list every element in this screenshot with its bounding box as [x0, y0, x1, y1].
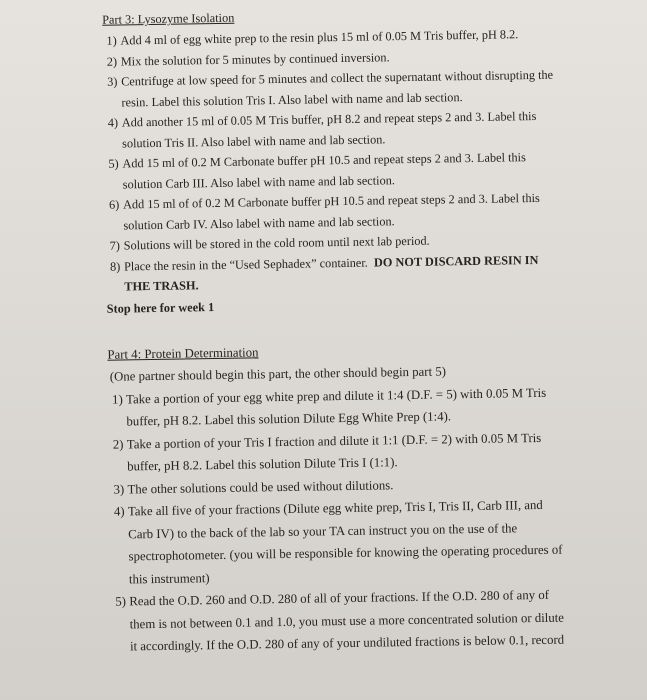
step-text: Mix the solution for 5 minutes by continued inversion. [120, 49, 390, 68]
part4-step-2 [95, 426, 566, 478]
step-text: Place the resin in the “Used Sephadex” container. [123, 255, 368, 273]
step-text: Take all five of your fractions (Dilute egg white prep, Tris I, Tris II, Carb III, and Carb IV) to the back of the lab so your TA can instruct you on the use of the spectrophotometer. (you will be responsible for knowing the operating procedures of this instrument) [127, 497, 563, 586]
step-number: 7) [109, 238, 121, 253]
step-number: 2) [112, 436, 124, 452]
part4-heading: Part 4: Protein Determination [107, 344, 259, 362]
step-number: 4) [113, 504, 125, 519]
step-text: Add 4 ml of egg white prep to the resin plus 15 ml of 0.05 M Tris buffer, pH 8.2. [120, 27, 519, 48]
part4-step-4 [96, 494, 567, 591]
step-text: Read the O.D. 260 and O.D. 280 of all of your fractions. If the O.D. 280 of any of them is not between 0.1 and 1.0, you must use a more concentrated solution or dilute it accordingly. If the O.D. 280 of any of your undiluted fractions is below 0.1, record [129, 587, 565, 654]
step-number: 3) [107, 74, 118, 89]
step-text: Add 15 ml of 0.2 M Carbonate buffer pH 10.5 and repeat steps 2 and 3. Label this solution Carb III. Also label with name and lab section. [122, 150, 526, 191]
step-number: 8) [109, 259, 121, 274]
step-text: Centrifuge at low speed for 5 minutes and collect the supernatant without disrupting the resin. Label this solution Tris I. Also label with name and lab section. [121, 67, 554, 109]
part3-section [88, 3, 563, 320]
step-text: Take a portion of your Tris I fraction and dilute it 1:1 (D.F. = 2) with 0.05 M Tris buffer, pH 8.2. Label this solution Dilute Tris I (1:1). [126, 430, 542, 474]
procedure-text [88, 3, 568, 659]
step-number: 4) [107, 115, 119, 130]
step-text: Take a portion of your egg white prep and dilute it 1:4 (D.F. = 5) with 0.05 M Tris buffer, pH 8.2. Label this solution Dilute Egg White Prep (1:4). [126, 385, 547, 429]
stop-note: Stop here for week 1 [106, 299, 215, 316]
part3-step-8 [92, 249, 563, 297]
warning-text: DO NOT DISCARD RESIN IN THE TRASH. [124, 252, 539, 294]
partner-note: (One partner should begin this part, the other should begin part 5) [109, 364, 447, 384]
step-number: 1) [106, 33, 117, 48]
step-number: 5) [108, 156, 119, 171]
part3-heading: Part 3: Lysozyme Isolation [102, 10, 235, 27]
part4-step-1 [94, 381, 565, 433]
step-number: 1) [112, 392, 123, 407]
step-text: The other solutions could be used without dilutions. [127, 477, 394, 496]
step-number: 3) [113, 481, 125, 497]
step-text: Solutions will be stored in the cold room until next lab period. [123, 233, 430, 253]
step-text: Add 15 ml of of 0.2 M Carbonate buffer pH 10.5 and repeat steps 2 and 3. Label this solution Carb IV. Also label with name and lab section. [122, 190, 540, 232]
step-number: 2) [106, 54, 118, 69]
step-number: 5) [115, 594, 127, 609]
step-text-wrapper [124, 249, 563, 297]
part4-section [93, 336, 568, 658]
step-number: 6) [108, 197, 120, 212]
step-text: Add another 15 ml of 0.05 M Tris buffer, pH 8.2 and repeat steps 2 and 3. Label this solution Tris II. Also label with name and lab section. [121, 108, 537, 150]
part4-step-5 [97, 584, 568, 659]
